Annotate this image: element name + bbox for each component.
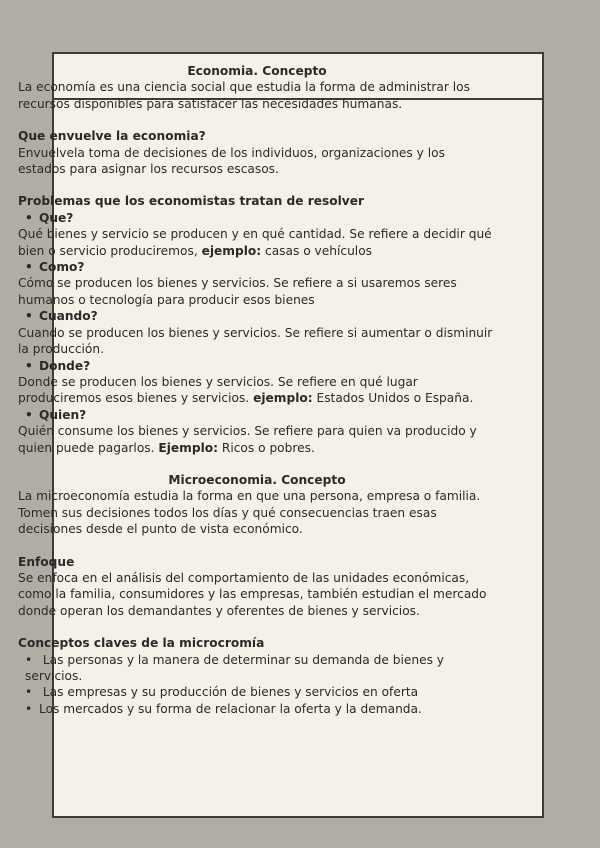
bullet-icon: •: [25, 652, 33, 667]
bullet-icon: •: [25, 407, 33, 422]
paragraph-microeconomia: La microeconomía estudia la forma en que una persona, empresa o familia. Tomen sus decisiones todos los días y qué consecuencias traen esas decisiones desde el punto de vista económico.: [18, 489, 481, 537]
list-item-mercados: • Los mercados y su forma de relacionar la oferta y la demanda.: [25, 701, 422, 716]
bullet-icon: •: [25, 260, 33, 275]
bullet-item-cuando: [18, 308, 496, 324]
paragraph-como: Cómo se producen los bienes y servicios. Se refiere a si usaremos seres humanos o tecnología para producir esos bienes: [18, 276, 457, 307]
bullet-label: Donde?: [39, 358, 91, 373]
section-title-economia: Economia. Concepto: [187, 64, 327, 78]
paragraph-economia: La economía es una ciencia social que estudia la forma de administrar los recursos disponibles para satisfacer las necesidades humanas.: [18, 80, 470, 111]
paragraph-donde: Donde se producen los bienes y servicios. Se refiere en qué lugar produciremos esos bienes y servicios. ejemplo: Estados Unidos o España.: [18, 374, 474, 406]
paragraph-quien: Quién consume los bienes y servicios. Se refiere para quien va producido y quien puede pagarlos. Ejemplo: Ricos o pobres.: [18, 424, 477, 455]
paragraph-que: Qué bienes y servicio se producen y en qué cantidad. Se refiere a decidir qué bien o servicio produciremos, ejemplo: casas o vehículos: [18, 227, 492, 258]
bullet-label: Que?: [39, 210, 74, 225]
heading-problemas: Problemas que los economistas tratan de resolver: [18, 194, 365, 209]
bullet-item-como: [18, 259, 496, 275]
list-item-personas: • Las personas y la manera de determinar su demanda de bienes y servicios.: [25, 652, 445, 683]
paragraph-que-envuelve: Envuélvela toma de decisiones de los individuos, organizaciones y los estados para asignar los recursos escasos.: [18, 145, 445, 177]
list-item-empresas: • Las empresas y su producción de bienes y servicios en oferta: [25, 685, 419, 700]
bullet-item-donde: [18, 358, 496, 374]
bullet-icon: •: [25, 210, 33, 225]
heading-enfoque: Enfoque: [18, 554, 75, 569]
bullet-item-que: [18, 210, 496, 226]
heading-conceptos-claves: Conceptos claves de la microcromía: [18, 636, 265, 651]
paragraph-cuando: Cuando se producen los bienes y servicios. Se refiere si aumentar o disminuir la producción.: [18, 325, 493, 357]
bullet-icon: •: [25, 701, 33, 716]
bullet-icon: •: [25, 685, 33, 700]
bullet-label: Como?: [39, 260, 85, 275]
bullet-label: Cuando?: [39, 309, 98, 324]
bullet-label: Quien?: [39, 407, 87, 422]
bullet-icon: •: [25, 309, 33, 324]
section-title-microeconomia: Microeconomia. Concepto: [168, 472, 346, 487]
document-content: [18, 63, 496, 717]
paragraph-enfoque: Se enfoca en el análisis del comportamiento de las unidades económicas, como la familia, consumidores y las empresas, también estudian el mercado donde operan los demandantes y oferentes de bienes y servicios.: [18, 570, 487, 618]
bullet-item-quien: [18, 407, 496, 423]
heading-que-envuelve: Que envuelve la economia?: [18, 129, 206, 144]
bullet-icon: •: [25, 358, 33, 373]
